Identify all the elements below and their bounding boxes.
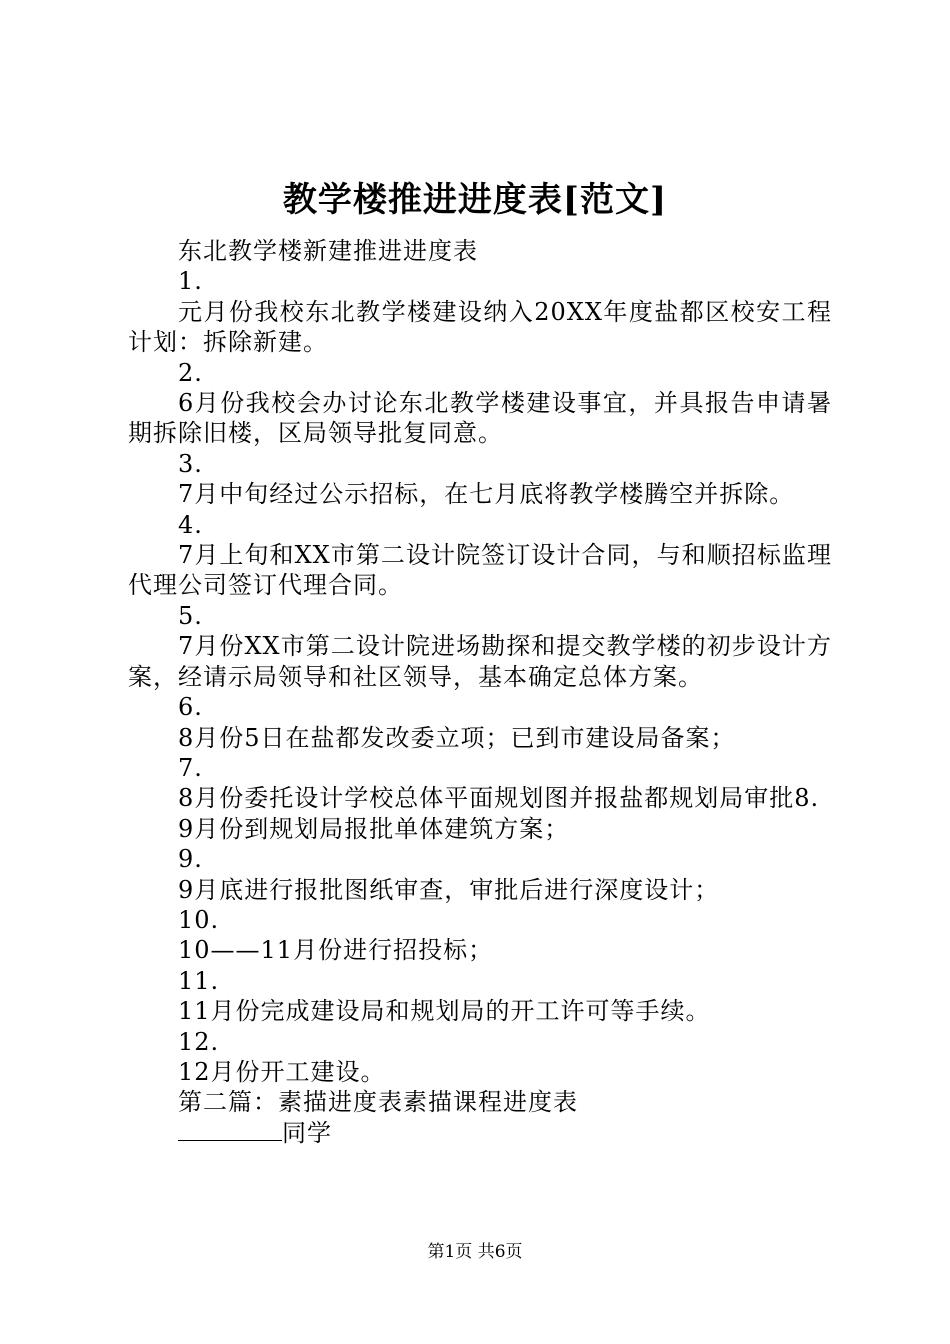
- paragraph: 11月份完成建设局和规划局的开工许可等手续。: [178, 997, 711, 1026]
- paragraph: 3.: [178, 449, 203, 478]
- paragraph: 4.: [178, 510, 203, 539]
- paragraph: 7月上旬和XX市第二设计院签订设计合同，与和顺招标监理代理公司签订代理合同。: [128, 541, 832, 600]
- paragraph: 8月份委托设计学校总体平面规划图并报盐都规划局审批8.: [178, 784, 820, 813]
- paragraph: 6.: [178, 693, 203, 722]
- paragraph: 7月份XX市第二设计院进场勘探和提交教学楼的初步设计方案，经请示局领导和社区领导，基本确定总体方案。: [128, 632, 832, 691]
- student-label: 同学: [282, 1118, 332, 1147]
- paragraph: 7.: [178, 753, 203, 782]
- paragraph: 元月份我校东北教学楼建设纳入20XX年度盐都区校安工程计划：拆除新建。: [128, 297, 832, 357]
- document-body: [128, 236, 832, 1148]
- page-footer: 第1页 共6页: [427, 1242, 523, 1262]
- paragraph: 10.: [178, 905, 220, 934]
- section-heading: 第二篇：素描进度表素描课程进度表: [178, 1088, 578, 1117]
- paragraph: 9.: [178, 845, 203, 874]
- paragraph: 9月底进行报批图纸审查，审批后进行深度设计；: [178, 875, 720, 904]
- paragraph: 12月份开工建设。: [178, 1057, 386, 1086]
- paragraph: 12.: [178, 1027, 220, 1056]
- subtitle: 东北教学楼新建推进进度表: [178, 237, 478, 265]
- paragraph: 2.: [178, 358, 203, 387]
- paragraph: 9月份到规划局报批单体建筑方案；: [178, 814, 570, 843]
- paragraph: 7月中旬经过公示招标，在七月底将教学楼腾空并拆除。: [178, 480, 795, 509]
- student-line: [128, 1118, 832, 1148]
- paragraph: 6月份我校会办讨论东北教学楼建设事宜，并具报告申请暑期拆除旧楼，区局领导批复同意。: [128, 389, 832, 448]
- document-title: 教学楼推进进度表[范文]: [282, 180, 668, 220]
- paragraph: 1.: [178, 267, 203, 296]
- paragraph: 8月份5日在盐都发改委立项；已到市建设局备案；: [178, 723, 736, 752]
- paragraph: 10——11月份进行招投标；: [178, 936, 494, 965]
- name-blank: [178, 1118, 282, 1141]
- paragraph: 11.: [178, 966, 220, 995]
- paragraph: 5.: [178, 601, 203, 630]
